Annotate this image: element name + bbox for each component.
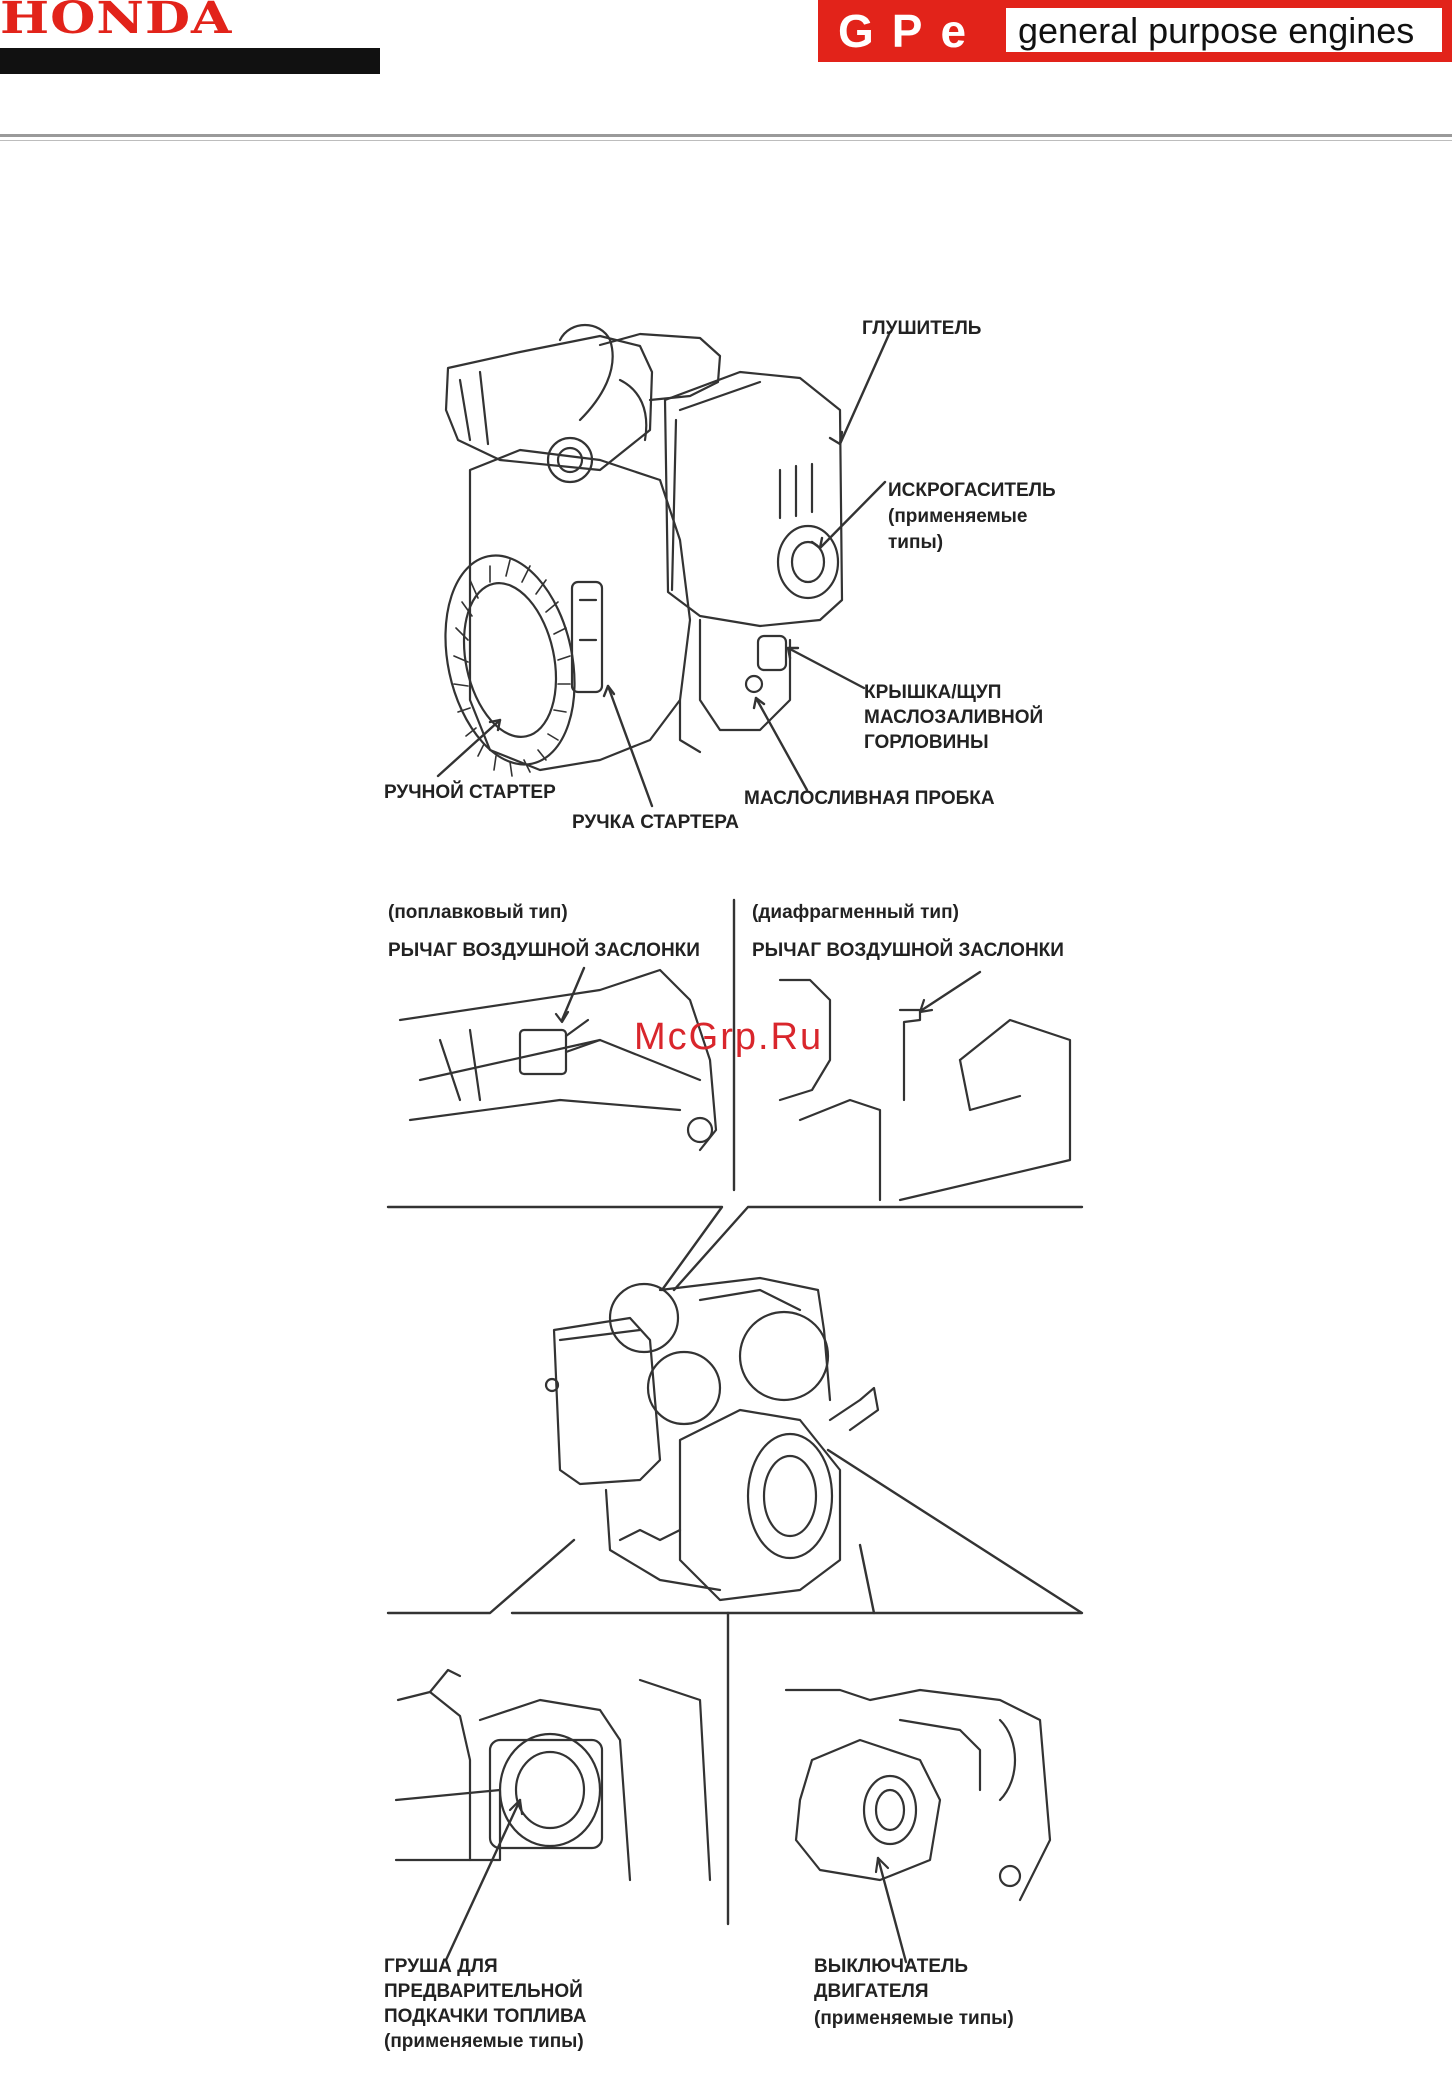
label-engine-switch-note: (применяемые типы) (814, 2008, 1014, 2029)
middle-engine-drawing (546, 1278, 878, 1600)
gpe-logo-letters: GPe (838, 5, 985, 57)
label-spark-arrester-note-2: типы) (888, 532, 944, 553)
label-primer-1: ГРУША ДЛЯ (384, 1956, 498, 1977)
label-spark-arrester-note-1: (применяемые (888, 506, 1028, 527)
label-primer-3: ПОДКАЧКИ ТОПЛИВА (384, 2006, 587, 2027)
label-oil-cap-3: ГОРЛОВИНЫ (864, 732, 989, 753)
label-float-type: (поплавковый тип) (388, 902, 568, 923)
middle-callout-lines (388, 1207, 1082, 1924)
label-oil-cap-1: КРЫШКА/ЩУП (864, 682, 1002, 703)
watermark: McGrp.Ru (634, 1016, 824, 1058)
top-engine-drawing (427, 325, 842, 777)
label-recoil-starter: РУЧНОЙ СТАРТЕР (384, 782, 556, 803)
gpe-tagline: general purpose engines (1018, 10, 1415, 51)
label-engine-switch-2: ДВИГАТЕЛЯ (814, 1981, 929, 2002)
label-oil-cap-2: МАСЛОЗАЛИВНОЙ (864, 707, 1044, 728)
honda-logo-text: HONDA (0, 0, 233, 45)
label-primer-note: (применяемые типы) (384, 2031, 584, 2052)
bottom-panels (396, 1670, 1050, 1962)
label-muffler: ГЛУШИТЕЛЬ (862, 318, 982, 339)
label-diaphragm-type: (диафрагменный тип) (752, 902, 959, 923)
label-primer-2: ПРЕДВАРИТЕЛЬНОЙ (384, 1981, 583, 2002)
label-choke-lever-float: РЫЧАГ ВОЗДУШНОЙ ЗАСЛОНКИ (388, 940, 700, 961)
label-choke-lever-diaphragm: РЫЧАГ ВОЗДУШНОЙ ЗАСЛОНКИ (752, 940, 1064, 961)
label-oil-drain-plug: МАСЛОСЛИВНАЯ ПРОБКА (744, 788, 995, 809)
label-spark-arrester: ИСКРОГАСИТЕЛЬ (888, 480, 1056, 501)
label-engine-switch-1: ВЫКЛЮЧАТЕЛЬ (814, 1956, 968, 1977)
label-starter-grip: РУЧКА СТАРТЕРА (572, 812, 739, 833)
